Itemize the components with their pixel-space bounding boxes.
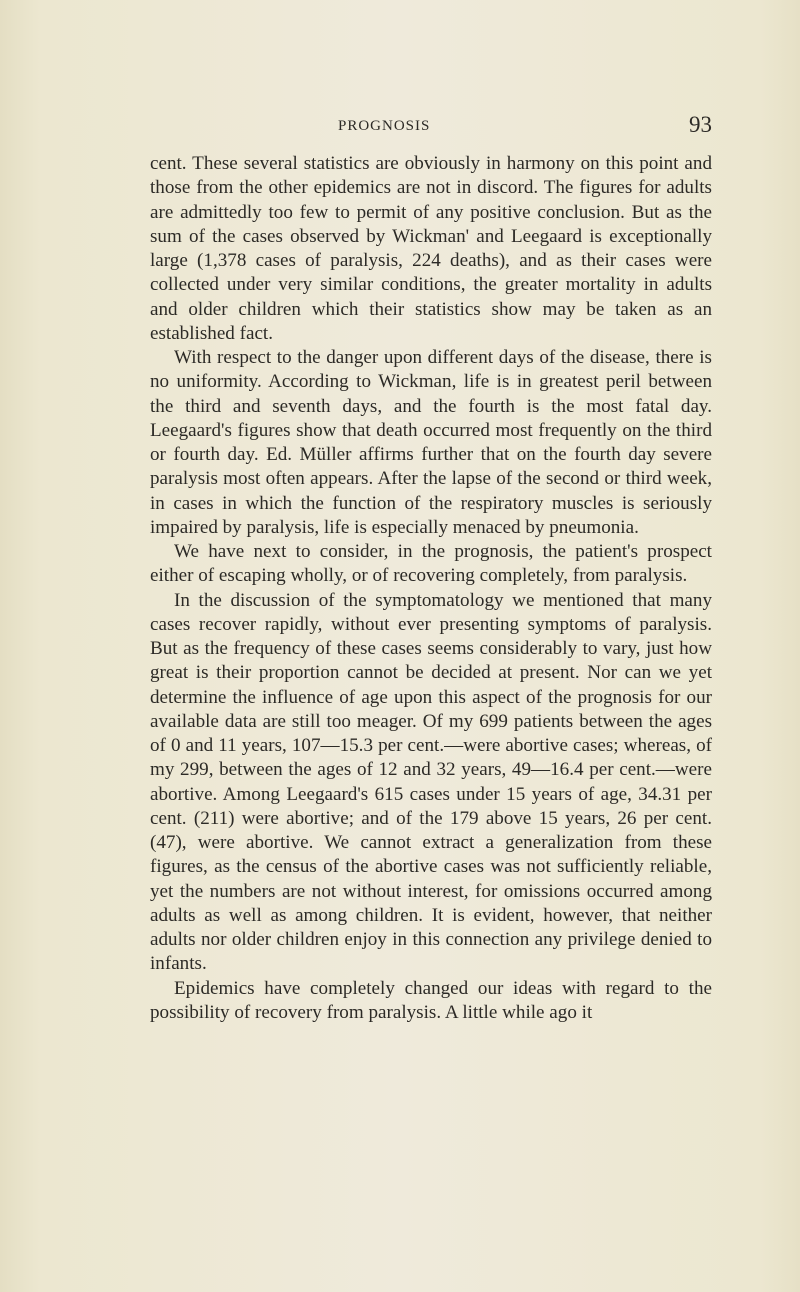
paragraph: With respect to the danger upon different days of the disease, there is no uniformity. According to Wickman, life is in greatest peril between the third and seventh days, and the fourth is the most fatal day. Leegaard's figures show that death occurred most frequently on the third or fourth day. Ed. Müller affirms further that on the fourth day severe paralysis most often appears. After the lapse of the second or third week, in cases in which the function of the respiratory muscles is seriously impaired by paralysis, life is especially menaced by pneumonia. bbox=[150, 347, 712, 538]
paragraph: We have next to consider, in the prognosis, the patient's prospect either of escaping wholly, or of recovering completely, from paralysis. bbox=[150, 541, 712, 587]
page-header bbox=[150, 112, 712, 142]
body-text bbox=[150, 152, 712, 1025]
paragraph-continued: cent. These several statistics are obviously in harmony on this point and those from the other epidemics are not in discord. The figures for adults are admittedly too few to permit of any positive conclusion. But as the sum of the cases observed by Wickman' and Leegaard is exceptionally large (1,378 cases of paralysis, 224 deaths), and as their cases were collected under very similar conditions, the greater mortality in adults and older children which their statistics show may be taken as an established fact. bbox=[150, 153, 712, 344]
paragraph: Epidemics have completely changed our ideas with regard to the possibility of recovery from paralysis. A little while ago it bbox=[150, 977, 712, 1023]
page-number: 93 bbox=[689, 112, 712, 137]
running-head: PROGNOSIS bbox=[338, 118, 431, 134]
paragraph: In the discussion of the symptomatology we mentioned that many cases recover rapidly, without ever presenting symptoms of paralysis. But as the frequency of these cases seems considerably to vary, just how great is their proportion cannot be decided at present. Nor can we yet determine the influence of age upon this aspect of the prognosis for our available data are still too meager. Of my 699 patients between the ages of 0 and 11 years, 107—15.3 per cent.—were abortive cases; whereas, of my 299, between the ages of 12 and 32 years, 49—16.4 per cent.—were abortive. Among Leegaard's 615 cases under 15 years of age, 34.31 per cent. (211) were abortive; and of the 179 above 15 years, 26 per cent. (47), were abortive. We cannot extract a generalization from these figures, as the census of the abortive cases was not sufficiently reliable, yet the numbers are not without interest, for omissions occurred among adults as well as among children. It is evident, however, that neither adults nor older children enjoy in this connection any privilege denied to infants. bbox=[150, 589, 712, 975]
